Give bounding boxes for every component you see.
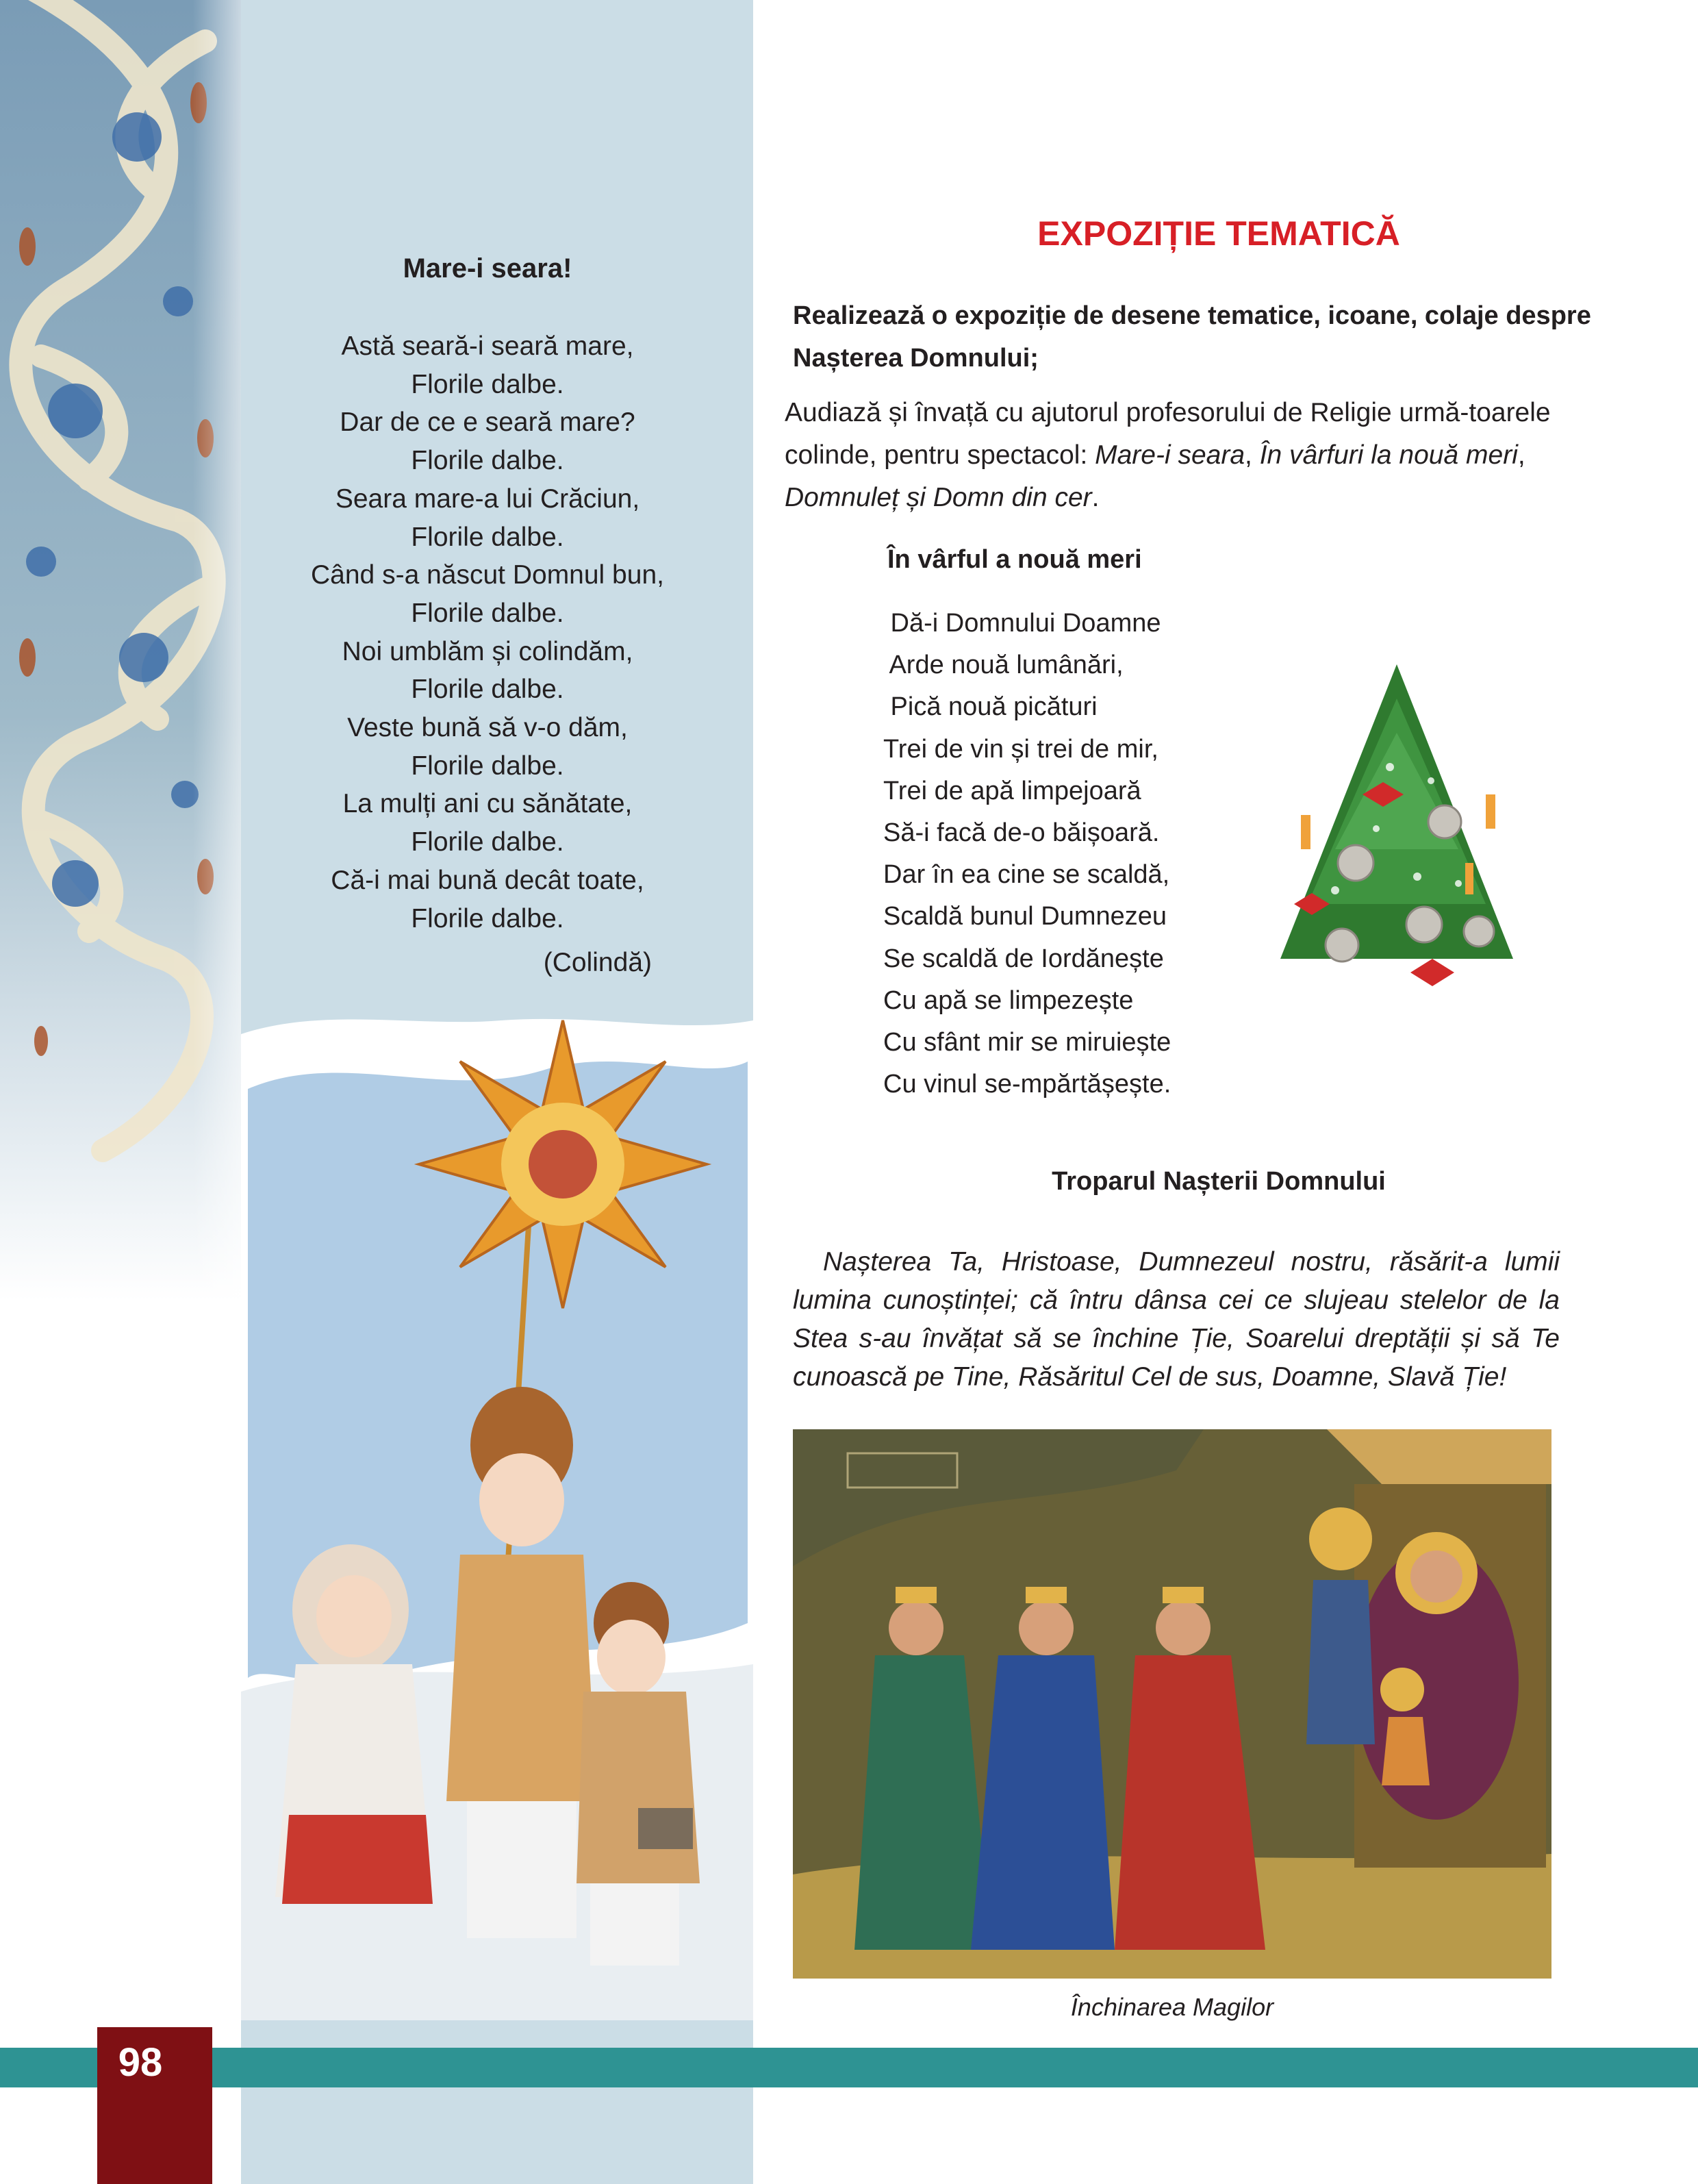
- carol-line: Cu sfânt mir se miruiește: [883, 1028, 1171, 1057]
- troparion-text: Nașterea Ta, Hristoase, Dumnezeul nostru, răsărit-a lumii lumina cunoștinței; că întru dânsa cei ce slujeau stelelor de la Stea s-au învățat să se închine Ție, Soarelui dreptății și să Te cunoască pe Tine, Răsăritul Cel de sus, Doamne, Slavă Ție!: [793, 1247, 1560, 1392]
- magi-icon-image: [793, 1429, 1551, 1979]
- task-carols-lead: Audiază și învață cu ajutorul profesorului de Religie urmă-toarele colinde, pentru spectacol:: [785, 398, 1551, 470]
- poem-line: Florile dalbe.: [411, 903, 564, 933]
- footer-band: [0, 2048, 1698, 2087]
- page-number: 98: [118, 2040, 163, 2085]
- separator: ,: [1517, 440, 1525, 470]
- image-caption: Închinarea Magilor: [1070, 1993, 1274, 2021]
- poem-line: Seara mare-a lui Crăciun,: [335, 484, 640, 514]
- troparion-title: Troparul Nașterii Domnului: [1052, 1167, 1386, 1196]
- carol-text: [883, 603, 1171, 1105]
- poem-line: Noi umblăm și colindăm,: [342, 636, 633, 666]
- poem-line: Florile dalbe.: [411, 827, 564, 857]
- period: .: [1091, 483, 1100, 512]
- carol-line: Dar în ea cine se scaldă,: [883, 860, 1170, 890]
- carol-name: În vârfuri la nouă meri: [1259, 440, 1518, 470]
- carolers-illustration: [241, 1007, 753, 2020]
- poem-title: Mare-i seara!: [403, 253, 572, 284]
- carol-line: Dă-i Domnului Doamne: [883, 609, 1161, 638]
- poem-line: Dar de ce e seară mare?: [340, 407, 635, 438]
- poem-line: Florile dalbe.: [411, 598, 564, 628]
- carol-title: În vârful a nouă meri: [887, 545, 1142, 574]
- carol-line: Scaldă bunul Dumnezeu: [883, 902, 1167, 931]
- task-carols: [785, 392, 1613, 519]
- christmas-tree-image: [1253, 657, 1541, 1014]
- carol-name: Domnuleț și Domn din cer: [785, 483, 1092, 512]
- poem-line: Florile dalbe.: [411, 522, 564, 552]
- poem-line: Florile dalbe.: [411, 675, 564, 705]
- poem-source: (Colindă): [543, 948, 652, 977]
- poem-line: Astă seară-i seară mare,: [341, 331, 634, 361]
- carol-line: Să-i facă de-o băișoară.: [883, 818, 1160, 848]
- section-title: EXPOZIȚIE TEMATICĂ: [1037, 214, 1400, 253]
- poem-text: [241, 327, 734, 938]
- carol-line: Trei de apă limpejoară: [883, 776, 1141, 805]
- carol-line: Trei de vin și trei de mir,: [883, 734, 1158, 764]
- carol-line: Pică nouă picături: [883, 692, 1098, 722]
- poem-line: Florile dalbe.: [411, 369, 564, 399]
- poem-line: La mulți ani cu sănătate,: [342, 789, 633, 819]
- poem-line: Că-i mai bună decât toate,: [331, 865, 644, 895]
- poem-line: Florile dalbe.: [411, 751, 564, 781]
- poem-line: Când s-a născut Domnul bun,: [311, 560, 664, 590]
- carol-line: Cu apă se limpezește: [883, 986, 1134, 1015]
- carol-name: Mare-i seara: [1095, 440, 1245, 470]
- task-exhibition: Realizează o expoziție de desene tematice, icoane, colaje despre Nașterea Domnului;: [793, 301, 1591, 373]
- poem-line: Veste bună să v-o dăm,: [347, 713, 628, 743]
- carol-line: Cu vinul se-mpărtășește.: [883, 1070, 1171, 1099]
- ornament-border-image: [0, 0, 241, 1301]
- carol-line: Arde nouă lumânări,: [883, 651, 1124, 680]
- separator: ,: [1245, 440, 1260, 470]
- carol-line: Se scaldă de Iordănește: [883, 944, 1164, 973]
- poem-line: Florile dalbe.: [411, 446, 564, 476]
